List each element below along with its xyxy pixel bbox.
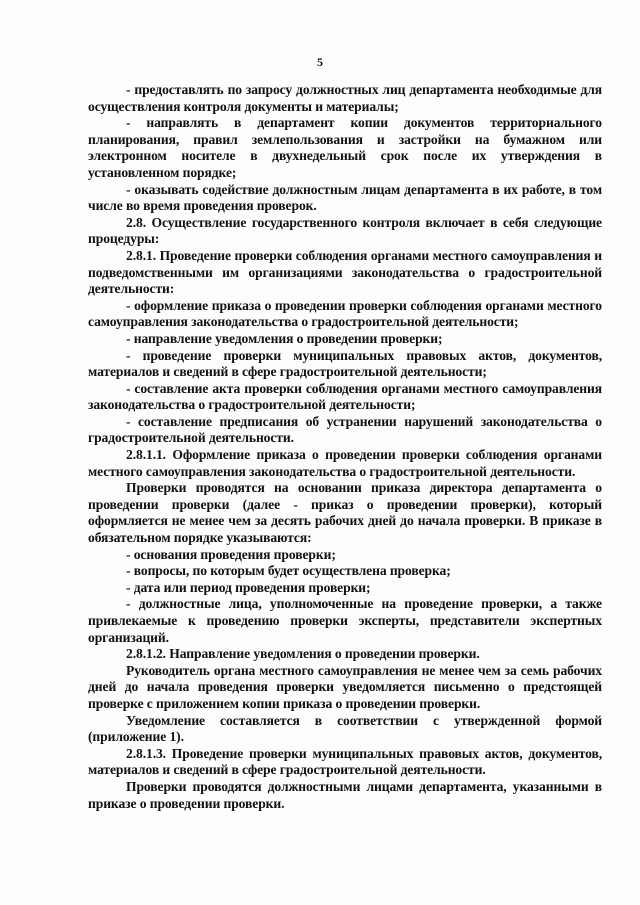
paragraph: - оказывать содействие должностным лицам департамента в их работе, в том числе во время проведения проверок. (88, 181, 602, 214)
paragraph: - оформление приказа о проведении проверки соблюдения органами местного самоуправления законодательства о градостроительной деятельности; (88, 297, 602, 330)
paragraph: - составление акта проверки соблюдения органами местного самоуправления законодательства о градостроительной деятельности; (88, 380, 602, 413)
paragraph: - направление уведомления о проведении проверки; (126, 330, 443, 346)
paragraph: 2.8.1.3. Проведение проверки муниципальных правовых актов, документов, материалов и сведений в сфере градостроительной деятельности. (88, 745, 602, 778)
paragraph: - направлять в департамент копии документов территориального планирования, правил землепользования и застройки на бумажном или электронном носителе в двухнедельный срок после их утверждения в установленном порядке; (88, 115, 602, 180)
paragraph: 2.8.1.2. Направление уведомления о проведении проверки. (126, 646, 480, 662)
paragraph: - предоставлять по запросу должностных лиц департамента необходимые для осуществления контроля документы и материалы; (88, 82, 602, 114)
paragraph: 2.8.1. Проведение проверки соблюдения органами местного самоуправления и подведомственными им организациями законодательства о градостроительной деятельности: (88, 247, 602, 297)
paragraph: - должностные лица, уполномоченные на проведение проверки, а также привлекаемые к проведению проверки эксперты, представители экспертных организаций. (88, 596, 602, 645)
paragraph: - основания проведения проверки; (126, 546, 336, 562)
paragraph: Проверки проводятся должностными лицами департамента, указанными в приказе о проведении проверки. (88, 778, 602, 811)
paragraph: - проведение проверки муниципальных правовых актов, документов, материалов и сведений в сфере градостроительной деятельности; (88, 347, 602, 380)
paragraph: Проверки проводятся на основании приказа директора департамента о проведении проверки (далее - приказ о проведении проверки), который оформляется не менее чем за десять рабочих дней до начала проверки. В приказе в обязательном порядке указываются: (88, 480, 602, 546)
paragraph: 2.8.1.1. Оформление приказа о проведении проверки соблюдения органами местного самоуправления законодательства о градостроительной деятельности. (88, 447, 602, 479)
paragraph: Уведомление составляется в соответствии с утвержденной формой (приложение 1). (88, 712, 602, 745)
paragraph: 2.8. Осуществление государственного контроля включает в себя следующие процедуры: (88, 214, 602, 247)
page-number: 5 (317, 55, 323, 69)
paragraph: Руководитель органа местного самоуправления не менее чем за семь рабочих дней до начала проведения проверки уведомляется письменно о предстоящей проверке с приложением копии приказа о проведении проверки. (88, 662, 602, 711)
paragraph: - вопросы, по которым будет осуществлена проверка; (126, 563, 451, 579)
paragraph: - дата или период проведения проверки; (126, 579, 371, 595)
paragraph: - составление предписания об устранении нарушений законодательства о градостроительной деятельности. (88, 413, 602, 446)
document-body (88, 82, 602, 812)
